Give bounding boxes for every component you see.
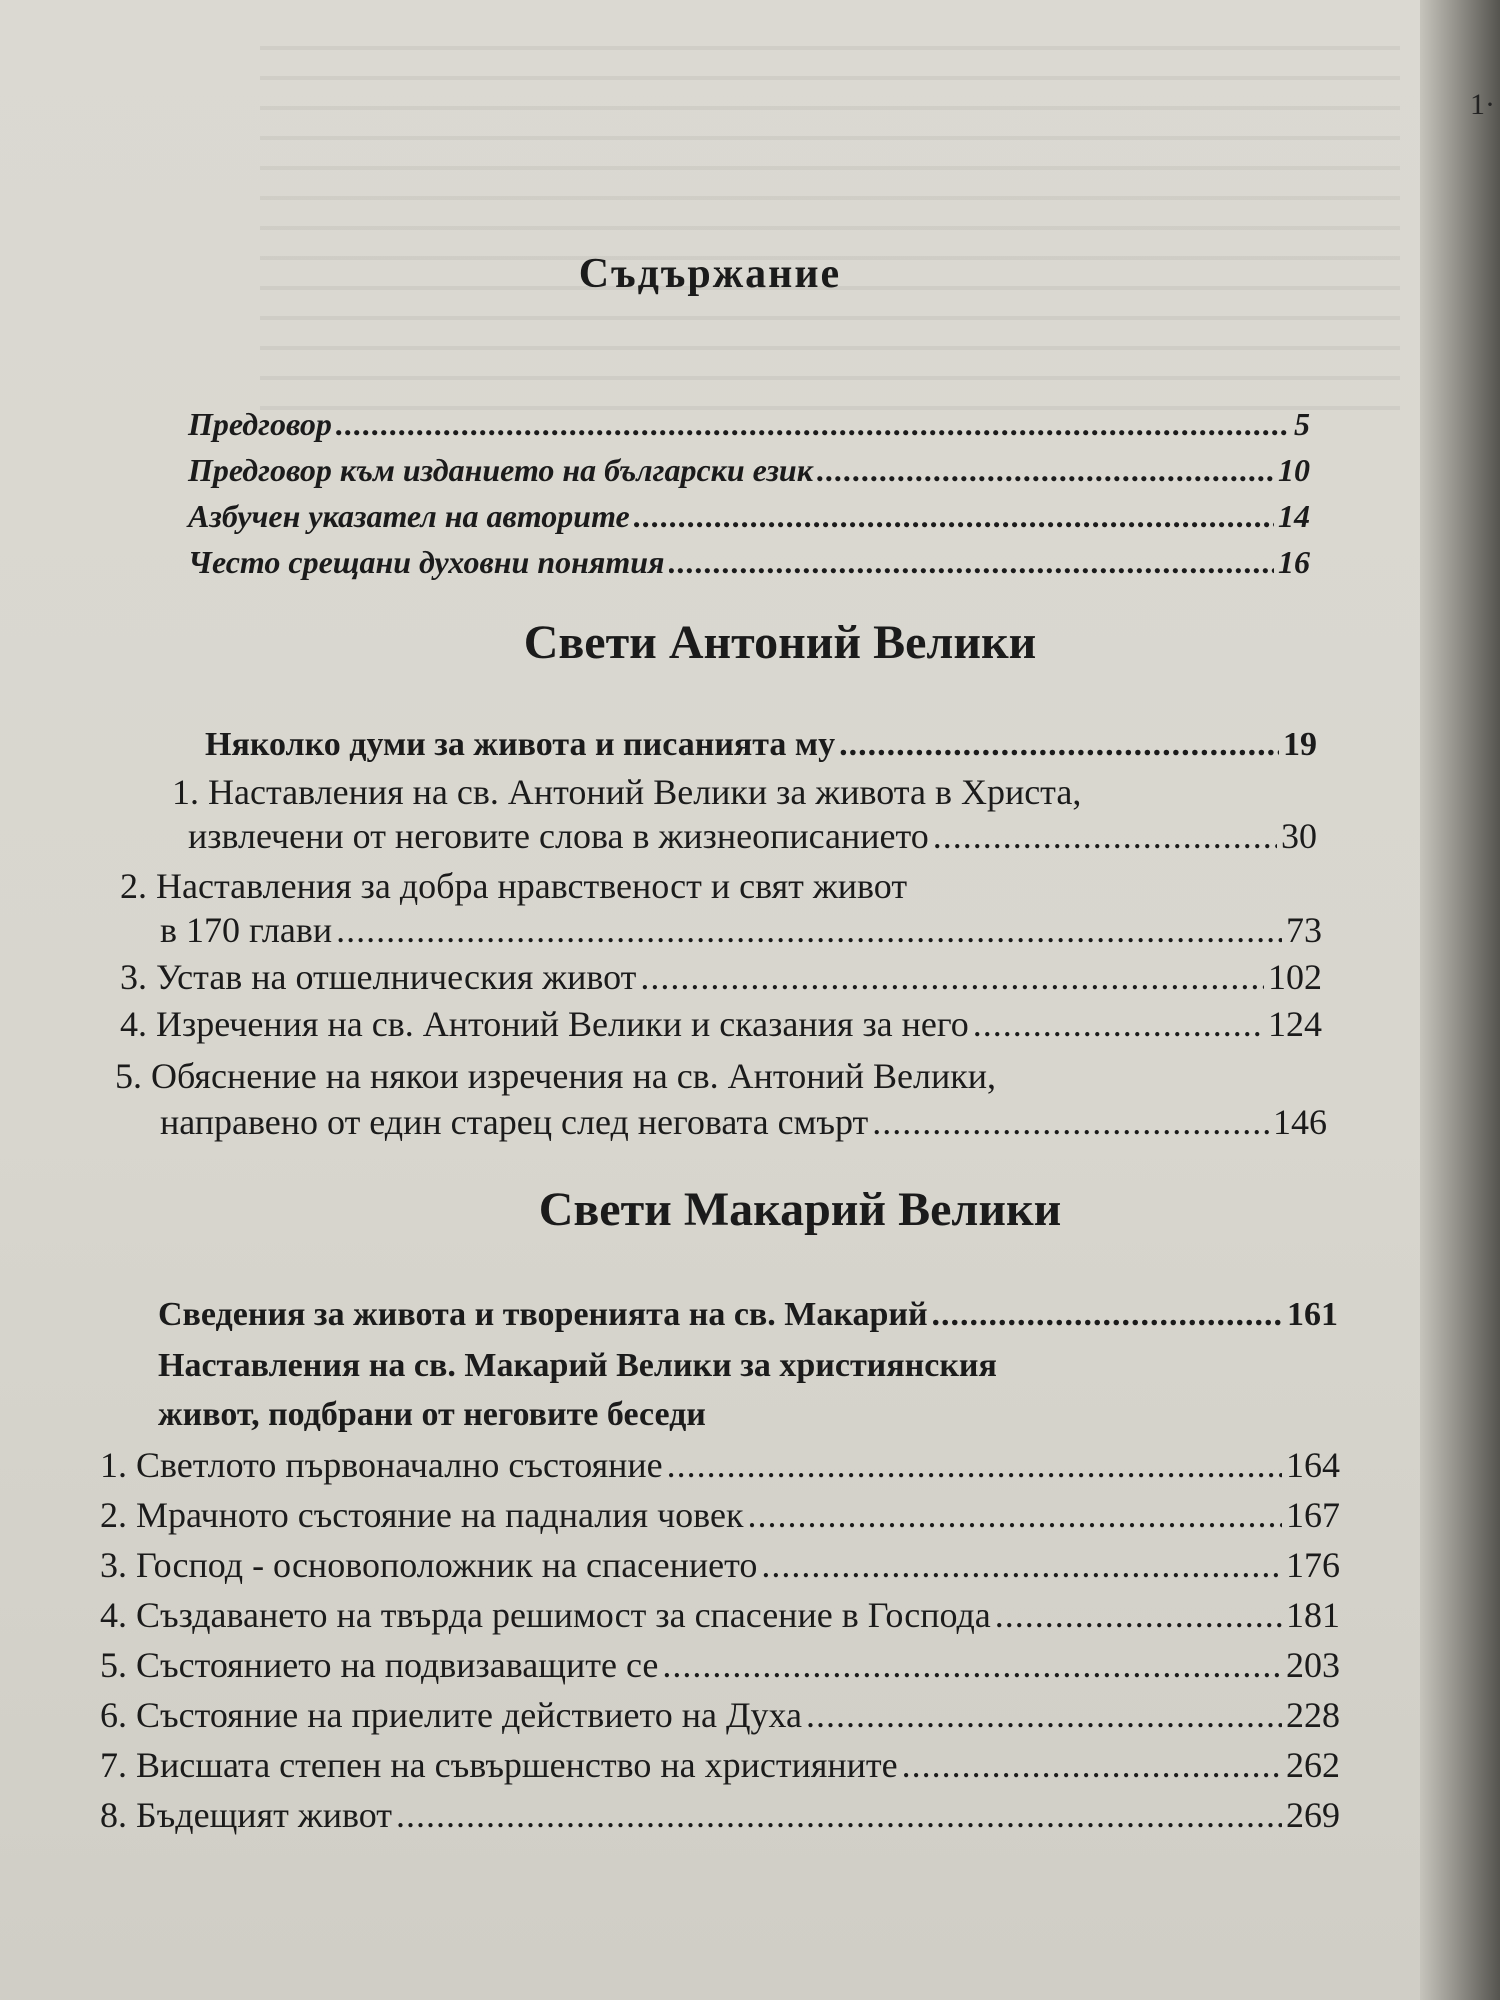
toc-entry: Предговор ..... 5 — [188, 408, 1310, 440]
toc-entry: направено от един старец след неговата смърт ..... 146 — [160, 1104, 1327, 1140]
toc-entry: 5. Състоянието на подвизаващите се ..... 203 — [100, 1647, 1340, 1683]
toc-entry-line: 2. Наставления за добра нравственост и свят живот — [120, 866, 908, 906]
toc-entry-line: 1. Наставления на св. Антоний Велики за живота в Христа, — [172, 772, 1082, 812]
toc-subheading-line: живот, подбрани от неговите беседи — [158, 1396, 706, 1433]
toc-entry: Сведения за живота и творенията на св. Макарий ..... 161 — [158, 1298, 1338, 1332]
toc-entry: 3. Устав на отшелническия живот ..... 102 — [120, 959, 1322, 995]
toc-entry: извлечени от неговите слова в жизнеописанието ..... 30 — [188, 818, 1317, 854]
page-edge-shadow — [1420, 0, 1500, 2000]
corner-mark: 1· — [1470, 88, 1495, 121]
toc-entry: 1. Светлото първоначално състояние ..... 164 — [100, 1447, 1340, 1483]
toc-entry: Азбучен указател на авторите ..... 14 — [188, 500, 1310, 532]
toc-entry: 7. Висшата степен на съвършенство на християните ..... 262 — [100, 1747, 1340, 1783]
toc-entry: 8. Бъдещият живот ..... 269 — [100, 1797, 1340, 1833]
toc-entry: 4. Създаването на твърда решимост за спасение в Господа ..... 181 — [100, 1597, 1340, 1633]
toc-entry: в 170 глави ..... 73 — [160, 912, 1322, 948]
toc-entry-line: 5. Обяснение на някои изречения на св. Антоний Велики, — [115, 1056, 996, 1096]
page-title: Съдържание — [578, 251, 842, 297]
toc-entry: Предговор към изданието на български език ..... 10 — [188, 454, 1310, 486]
toc-entry: 4. Изречения на св. Антоний Велики и сказания за него ..... 124 — [120, 1006, 1322, 1042]
toc-subheading-line: Наставления на св. Макарий Велики за християнския — [158, 1347, 997, 1384]
toc-entry: Няколко думи за живота и писанията му ..... 19 — [205, 728, 1317, 762]
section-heading: Свети Антоний Велики — [523, 616, 1037, 669]
toc-entry: 3. Господ - основоположник на спасението ..... 176 — [100, 1547, 1340, 1583]
toc-entry: Често срещани духовни понятия ..... 16 — [188, 546, 1310, 578]
section-heading: Свети Макарий Велики — [538, 1183, 1062, 1236]
bleed-through-text — [260, 20, 1400, 420]
toc-entry: 6. Състояние на приелите действието на Духа ..... 228 — [100, 1697, 1340, 1733]
toc-entry: 2. Мрачното състояние на падналия човек ..... 167 — [100, 1497, 1340, 1533]
